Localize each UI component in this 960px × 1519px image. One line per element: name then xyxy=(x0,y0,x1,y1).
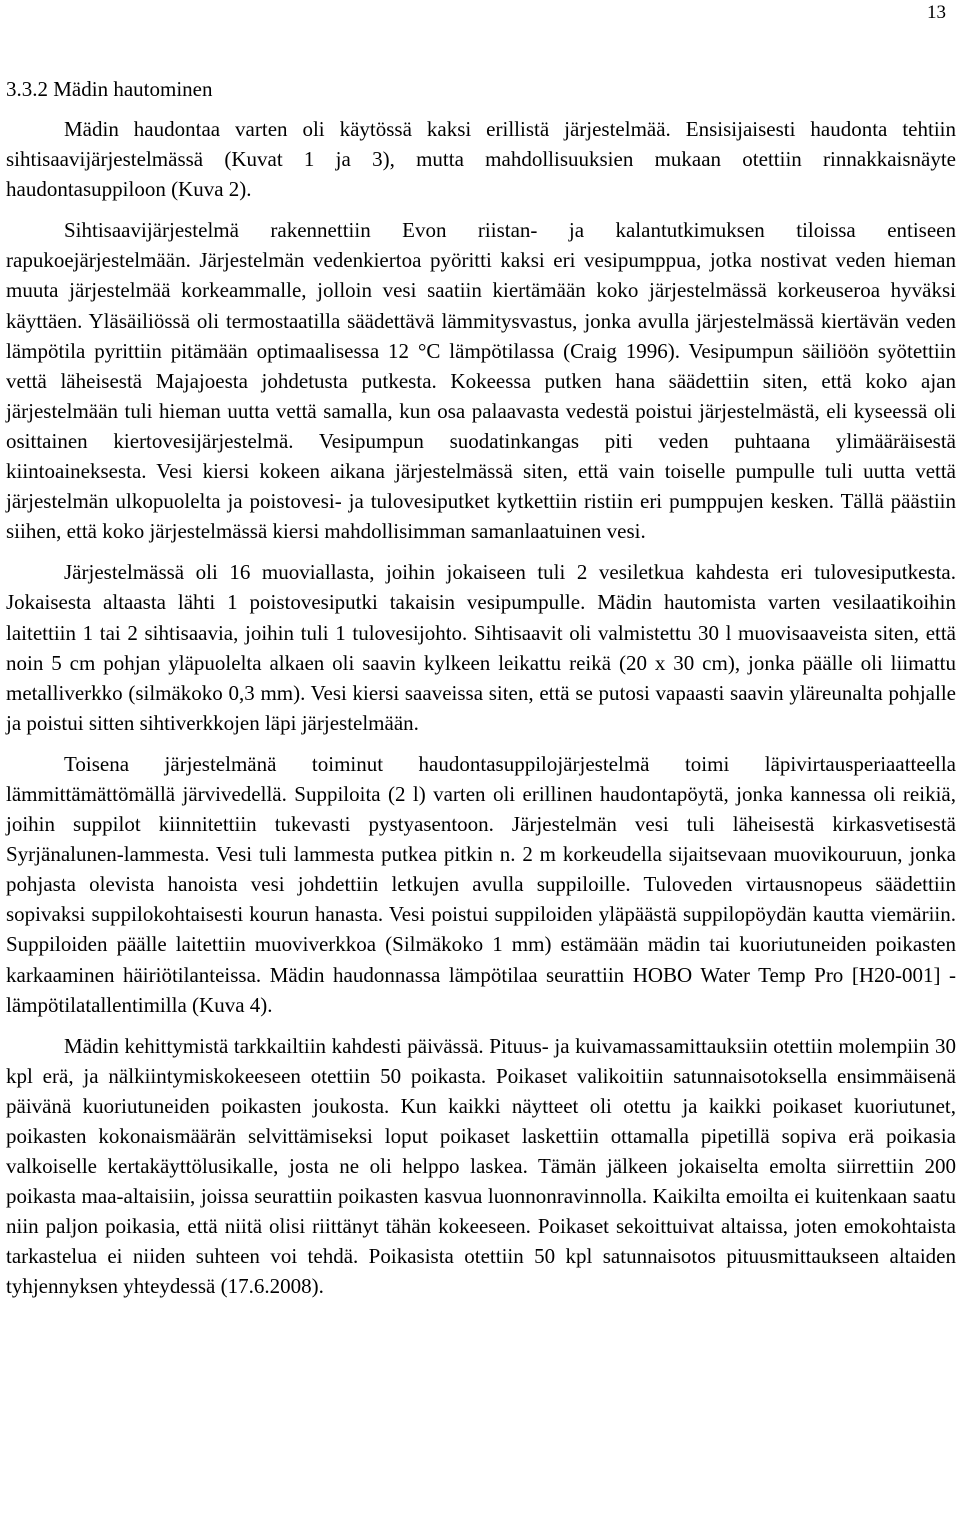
page-number: 13 xyxy=(927,2,946,23)
paragraph-funnel-system: Toisena järjestelmänä toiminut haudontasuppilojärjestelmä toimi läpivirtausperiaatteella lämmittämättömällä järvivedellä. Suppiloita (2 l) varten oli erillinen haudontapöytä, jonka kannessa oli reikiä, joihin suppilot kiinnitettiin tukevasti pystyasentoon. Järjestelmän vesi tuli läheisestä kirkasvetisestä Syrjänalunen-lammesta. Vesi tuli lammesta putkea pitkin n. 2 m korkeudella sijaitsevaan muovikouruun, jonka pohjasta olevista hanoista vesi johdettiin letkujen avulla suppiloille. Tuloveden virtausnopeus säädettiin sopivaksi suppilokohtaisesti kourun hanasta. Vesi poistui suppiloiden yläpäästä suppilopöydän kautta viemäriin. Suppiloiden päälle laitettiin muoviverkkoa (Silmäkoko 1 mm) estämään mädin tai kuoriutuneiden poikasten karkaaminen häiriötilanteissa. Mädin haudonnassa lämpötilaa seurattiin HOBO Water Temp Pro [H20-001] -lämpötilatallentimilla (Kuva 4). xyxy=(6,751,956,1017)
section-heading: 3.3.2 Mädin hautominen xyxy=(6,77,213,101)
paragraph-intro: Mädin haudontaa varten oli käytössä kaksi erillistä järjestelmää. Ensisijaisesti haudonta tehtiin sihtisaavijärjestelmässä (Kuvat 1 ja 3), mutta mahdollisuuksien mukaan otettiin rinnakkaisnäyte haudontasuppiloon (Kuva 2). xyxy=(6,117,956,202)
paragraph-tanks: Järjestelmässä oli 16 muoviallasta, joihin jokaiseen tuli 2 vesiletkua kahdesta eri tulovesiputkesta. Jokaisesta altaasta lähti 1 poistovesiputki takaisin vesipumpulle. Mädin hautomista varten vesilaatikoihin laitettiin 1 tai 2 sihtisaavia, joihin tuli 1 tulovesijohto. Sihtisaavit oli valmistettu 30 l muovisaaveista siten, että noin 5 cm pohjan yläpuolelta alkaen oli saavin kylkeen leikattu reikä (20 x 30 cm), jonka päälle oli liimattu metalliverkko (silmäkoko 0,3 mm). Vesi kiersi saaveissa siten, että se putosi vapaasti saavin yläreunalta pohjalle ja poistui sitten sihtiverkkojen läpi järjestelmään. xyxy=(6,560,956,735)
document-body xyxy=(6,74,956,1313)
paragraph-monitoring: Mädin kehittymistä tarkkailtiin kahdesti päivässä. Pituus- ja kuivamassamittauksiin otettiin molempiin 30 kpl erä, ja nälkiintymiskokeeseen otettiin 50 poikasta. Poikaset valikoitiin satunnaisotoksella ensimmäisenä päivänä kuoriutuneiden poikasten joukosta. Kun kaikki näytteet oli otettu ja kaikki poikaset kuoriutunet, poikasten kokonaismäärän selvittämiseksi loput poikaset laskettiin ottamalla pipetillä sopiva erä poikasia valkoiselle kertakäyttölusikalle, josta ne oli helppo laskea. Tämän jälkeen jokaiselta emolta siirrettiin 200 poikasta maa-altaisiin, joissa seurattiin poikasten kasvua luonnonravinnolla. Kaikilta emoilta ei kuitenkaan saatu niin paljon poikasia, että niitä olisi riittänyt tähän kokeeseen. Poikaset sekoittuivat altaissa, joten emokohtaista tarkastelua ei niiden suhteen voi tehdä. Poikasista otettiin 50 kpl satunnaisotos pituusmittaukseen altaiden tyhjennyksen yhteydessä (17.6.2008). xyxy=(6,1033,956,1299)
paragraph-sieve-system: Sihtisaavijärjestelmä rakennettiin Evon riistan- ja kalantutkimuksen tiloissa entiseen rapukoejärjestelmään. Järjestelmän vedenkiertoa pyöritti kaksi eri vesipumppua, jotka nostivat veden hieman muuta järjestelmää korkeammalle, jolloin vesi saatiin kiertämään koko järjestelmässä korkeuseroa hyväksi käyttäen. Yläsäiliössä oli termostaatilla säädettävä lämmitysvastus, jonka avulla järjestelmässä kiertävän veden lämpötila pyrittiin pitämään optimaalisessa 12 °C lämpötilassa (Craig 1996). Vesipumpun säiliöön syötettiin vettä läheisestä Majajoesta johdetusta putkesta. Kokeessa putken hana säädettiin siten, että koko ajan järjestelmään tuli hieman uutta vettä samalla, kun osa palaavasta vedestä poistui järjestelmästä, eli kyseessä oli osittainen kiertovesijärjestelmä. Vesipumpun suodatinkangas piti veden puhtaana ylimääräisestä kiintoaineksesta. Vesi kiersi kokeen aikana järjestelmässä siten, että vain toiselle pumpulle tuli uutta vettä järjestelmän ulkopuolelta ja poistovesi- ja tulovesiputket kytkettiin ristiin eri pumppujen kesken. Tällä päästiin siihen, että koko järjestelmässä kiersi mahdollisimman samanlaatuinen vesi. xyxy=(6,218,956,544)
